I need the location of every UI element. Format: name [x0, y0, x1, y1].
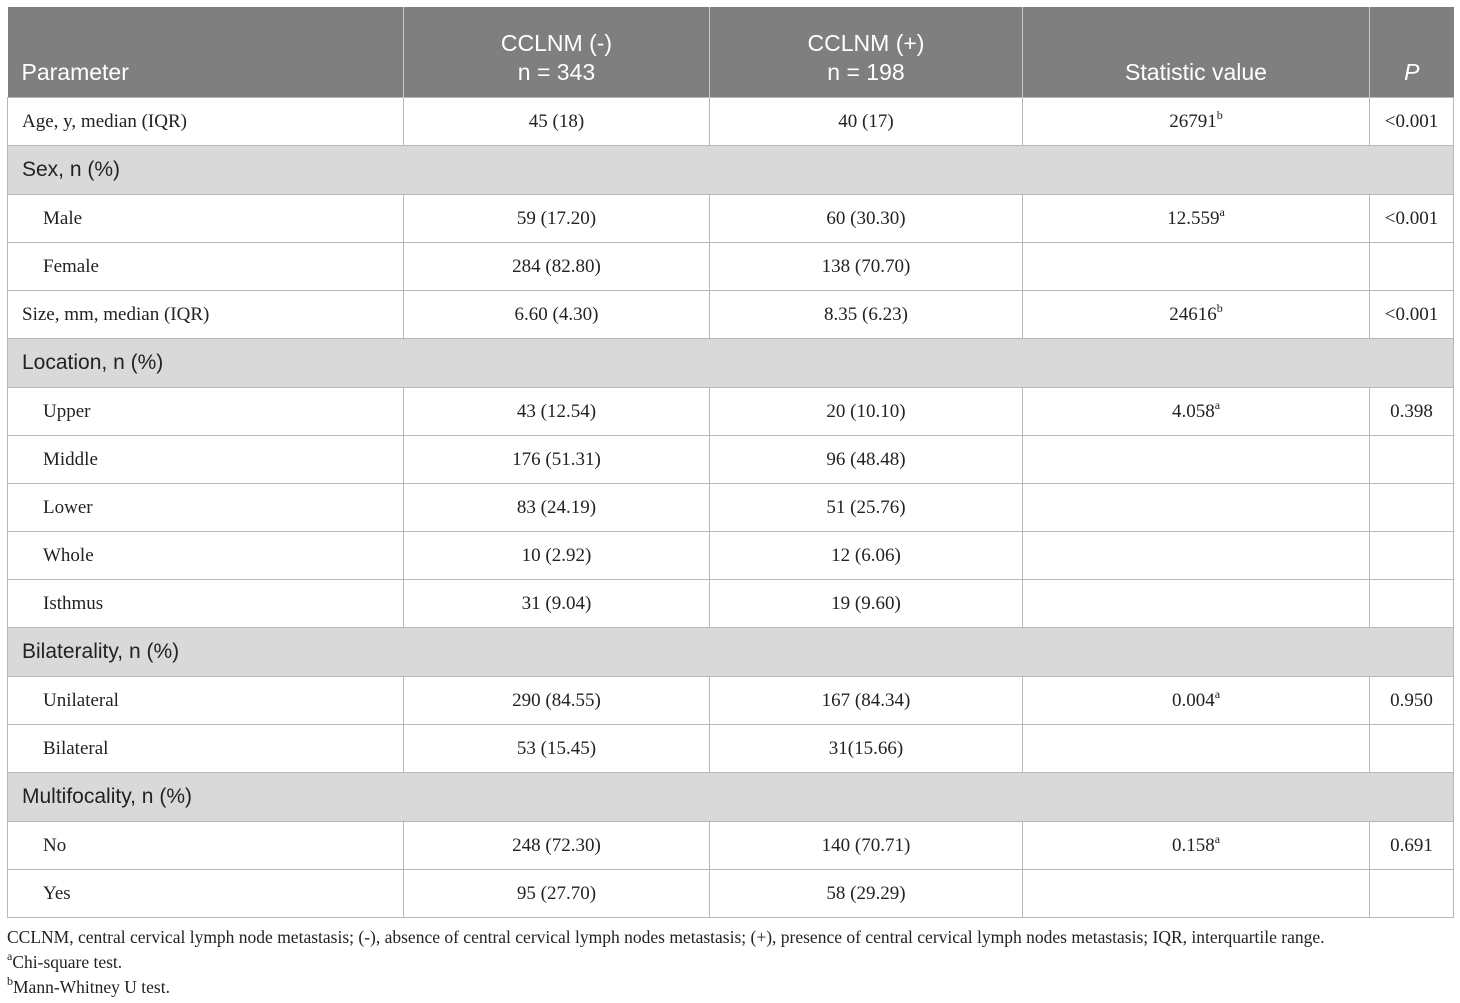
row-label: Size, mm, median (IQR): [8, 291, 404, 339]
table-row-age: [8, 98, 1454, 146]
table-row-middle: [8, 436, 1454, 484]
table-row-upper: [8, 388, 1454, 436]
row-label: Upper: [8, 388, 404, 436]
cell-pos: 31(15.66): [710, 725, 1023, 773]
cell-stat: [1023, 532, 1370, 580]
row-label: Male: [8, 195, 404, 243]
stat-footnote-mark: a: [1219, 204, 1225, 219]
table-row-male: [8, 195, 1454, 243]
header-pos-line2: n = 198: [827, 59, 905, 85]
row-label: No: [8, 822, 404, 870]
table-row-size: [8, 291, 1454, 339]
cell-p: 0.691: [1370, 822, 1454, 870]
cell-pos: 96 (48.48): [710, 436, 1023, 484]
cell-pos: 58 (29.29): [710, 870, 1023, 918]
header-cclnm-negative: [404, 7, 710, 98]
stat-value: 24616: [1169, 303, 1217, 325]
cell-neg: 59 (17.20): [404, 195, 710, 243]
table-row-female: [8, 243, 1454, 291]
cell-p: [1370, 580, 1454, 628]
cell-p: [1370, 484, 1454, 532]
header-pos-line1: CCLNM (+): [807, 30, 925, 56]
row-label: Female: [8, 243, 404, 291]
section-label: Location, n (%): [8, 339, 1454, 388]
section-label: Bilaterality, n (%): [8, 628, 1454, 677]
table-row-bilateral: [8, 725, 1454, 773]
footnote-a-text: Chi-square test.: [12, 952, 123, 972]
section-row-bilaterality: [8, 628, 1454, 677]
cell-pos: 140 (70.71): [710, 822, 1023, 870]
footnote-a: [7, 950, 1453, 975]
cell-neg: 31 (9.04): [404, 580, 710, 628]
cell-neg: 95 (27.70): [404, 870, 710, 918]
cell-p: [1370, 532, 1454, 580]
cell-pos: 167 (84.34): [710, 677, 1023, 725]
row-label: Yes: [8, 870, 404, 918]
cell-neg: 10 (2.92): [404, 532, 710, 580]
cell-pos: 20 (10.10): [710, 388, 1023, 436]
stat-footnote-mark: a: [1214, 831, 1221, 846]
section-row-multifocality: [8, 773, 1454, 822]
cell-p: <0.001: [1370, 98, 1454, 146]
table-row-lower: [8, 484, 1454, 532]
cell-p: [1370, 870, 1454, 918]
stat-footnote-mark: a: [1214, 397, 1221, 412]
row-label: Bilateral: [8, 725, 404, 773]
cell-pos: 19 (9.60): [710, 580, 1023, 628]
cell-stat: [1023, 822, 1370, 870]
section-row-sex: [8, 146, 1454, 195]
cell-stat: [1023, 677, 1370, 725]
cell-neg: 284 (82.80): [404, 243, 710, 291]
cell-stat: [1023, 98, 1370, 146]
row-label: Unilateral: [8, 677, 404, 725]
cell-pos: 12 (6.06): [710, 532, 1023, 580]
cell-pos: 51 (25.76): [710, 484, 1023, 532]
cell-p: [1370, 436, 1454, 484]
table-row-unilateral: [8, 677, 1454, 725]
table-row-whole: [8, 532, 1454, 580]
cell-neg: 83 (24.19): [404, 484, 710, 532]
results-table: [7, 7, 1454, 918]
cell-stat: [1023, 725, 1370, 773]
table-row-isthmus: [8, 580, 1454, 628]
section-label: Multifocality, n (%): [8, 773, 1454, 822]
table-row-no: [8, 822, 1454, 870]
row-label: Whole: [8, 532, 404, 580]
cell-stat: [1023, 870, 1370, 918]
results-table-container: [7, 7, 1453, 918]
stat-footnote-mark: a: [1214, 686, 1221, 701]
cell-p: <0.001: [1370, 291, 1454, 339]
stat-value: 12.559: [1167, 207, 1220, 229]
cell-p: [1370, 243, 1454, 291]
table-header-row: [8, 7, 1454, 98]
stat-footnote-mark: b: [1216, 300, 1223, 315]
stat-value: 0.004: [1171, 689, 1215, 711]
section-label: Sex, n (%): [8, 146, 1454, 195]
cell-pos: 40 (17): [710, 98, 1023, 146]
cell-neg: 53 (15.45): [404, 725, 710, 773]
footnote-b-text: Mann-Whitney U test.: [13, 977, 170, 997]
footnote-b: [7, 975, 1453, 1000]
cell-p: 0.398: [1370, 388, 1454, 436]
footnote-b-mark: b: [7, 974, 13, 988]
cell-p: 0.950: [1370, 677, 1454, 725]
cell-stat: [1023, 580, 1370, 628]
section-row-location: [8, 339, 1454, 388]
cell-stat: [1023, 484, 1370, 532]
header-p-value: P: [1370, 7, 1454, 98]
cell-p: [1370, 725, 1454, 773]
cell-stat: [1023, 388, 1370, 436]
stat-footnote-mark: b: [1216, 107, 1223, 122]
table-footnotes: [7, 925, 1453, 1000]
cell-neg: 6.60 (4.30): [404, 291, 710, 339]
row-label: Age, y, median (IQR): [8, 98, 404, 146]
row-label: Isthmus: [8, 580, 404, 628]
header-neg-line1: CCLNM (-): [500, 30, 613, 56]
footnote-abbreviations: CCLNM, central cervical lymph node metastasis; (-), absence of central cervical lymph nodes metastasis; (+), presence of central cervical lymph nodes metastasis; IQR, interquartile range.: [7, 927, 1325, 947]
stat-value: 4.058: [1171, 400, 1215, 422]
cell-stat: [1023, 436, 1370, 484]
table-row-yes: [8, 870, 1454, 918]
header-parameter: Parameter: [8, 7, 404, 98]
cell-stat: [1023, 243, 1370, 291]
cell-neg: 248 (72.30): [404, 822, 710, 870]
cell-p: <0.001: [1370, 195, 1454, 243]
cell-neg: 290 (84.55): [404, 677, 710, 725]
header-statistic: Statistic value: [1023, 7, 1370, 98]
header-cclnm-positive: [710, 7, 1023, 98]
cell-pos: 60 (30.30): [710, 195, 1023, 243]
stat-value: 0.158: [1171, 834, 1215, 856]
cell-neg: 43 (12.54): [404, 388, 710, 436]
cell-pos: 8.35 (6.23): [710, 291, 1023, 339]
cell-stat: [1023, 195, 1370, 243]
cell-pos: 138 (70.70): [710, 243, 1023, 291]
stat-value: 26791: [1169, 110, 1217, 132]
cell-stat: [1023, 291, 1370, 339]
row-label: Lower: [8, 484, 404, 532]
cell-neg: 176 (51.31): [404, 436, 710, 484]
footnote-a-mark: a: [7, 949, 13, 963]
header-neg-line2: n = 343: [517, 59, 596, 85]
cell-neg: 45 (18): [404, 98, 710, 146]
row-label: Middle: [8, 436, 404, 484]
